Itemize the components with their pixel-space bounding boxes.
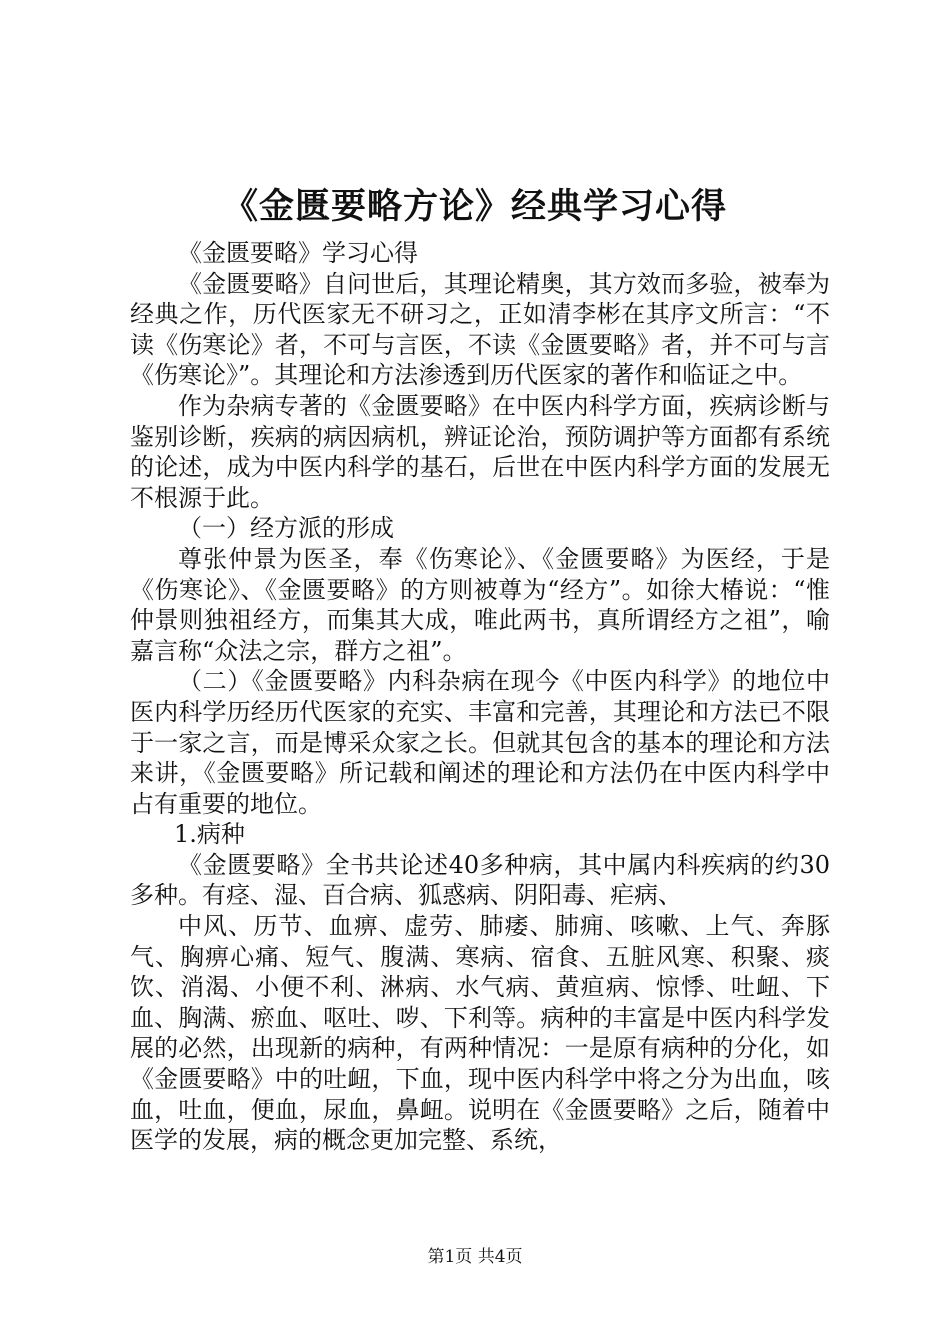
paragraph: 尊张仲景为医圣，奉《伤寒论》、《金匮要略》为医经，于是《伤寒论》、《金匮要略》的方则被尊为“经方”。如徐大椿说：“惟仲景则独祖经方，而集其大成，唯此两书，真所谓经方之祖”，喻嘉言称“众法之宗，群方之祖”。 (130, 544, 830, 665)
paragraph: 《金匮要略》学习心得 (178, 239, 418, 267)
document-title: 《金匮要略方论》经典学习心得 (222, 187, 727, 227)
page-footer: 第1页 共4页 (427, 1247, 523, 1267)
paragraph: 作为杂病专著的《金匮要略》在中医内科学方面，疾病诊断与鉴别诊断，疾病的病因病机，辨证论治，预防调护等方面都有系统的论述，成为中医内科学的基石，后世在中医内科学方面的发展无不根源于此。 (130, 391, 830, 512)
section-heading: （一）经方派的形成 (178, 514, 394, 543)
paragraph: 中风、历节、血痹、虚劳、肺痿、肺痈、咳嗽、上气、奔豚气、胸痹心痛、短气、腹满、寒病、宿食、五脏风寒、积聚、痰饮、消渴、小便不利、淋病、水气病、黄疸病、惊悸、吐衄、下血、胸满、瘀血、呕吐、哕、下利等。病种的丰富是中医内科学发展的必然，出现新的病种，有两种情况：一是原有病种的分化，如《金匮要略》中的吐衄，下血，现中医内科学中将之分为出血，咳血，吐血，便血，尿血，鼻衄。说明在《金匮要略》之后，随着中医学的发展，病的概念更加完整、系统， (130, 912, 830, 1155)
paragraph: （二）《金匮要略》内科杂病在现今《中医内科学》的地位中医内科学历经历代医家的充实、丰富和完善，其理论和方法已不限于一家之言，而是博采众家之长。但就其包含的基本的理论和方法来讲，《金匮要略》所记载和阐述的理论和方法仍在中医内科学中占有重要的地位。 (130, 667, 830, 818)
paragraph: 《金匮要略》自问世后，其理论精奥，其方效而多验，被奉为经典之作，历代医家无不研习之，正如清李彬在其序文所言：“不读《伤寒论》者，不可与言医，不读《金匮要略》者，并不可与言《伤寒论》”。其理论和方法渗透到历代医家的著作和临证之中。 (130, 269, 830, 390)
document-body (130, 238, 830, 1156)
paragraph: 《金匮要略》全书共论述40多种病，其中属内科疾病的约30多种。有痉、湿、百合病、狐惑病、阴阳毒、疟病、 (130, 850, 830, 910)
subsection-heading: 1.病种 (174, 820, 245, 849)
